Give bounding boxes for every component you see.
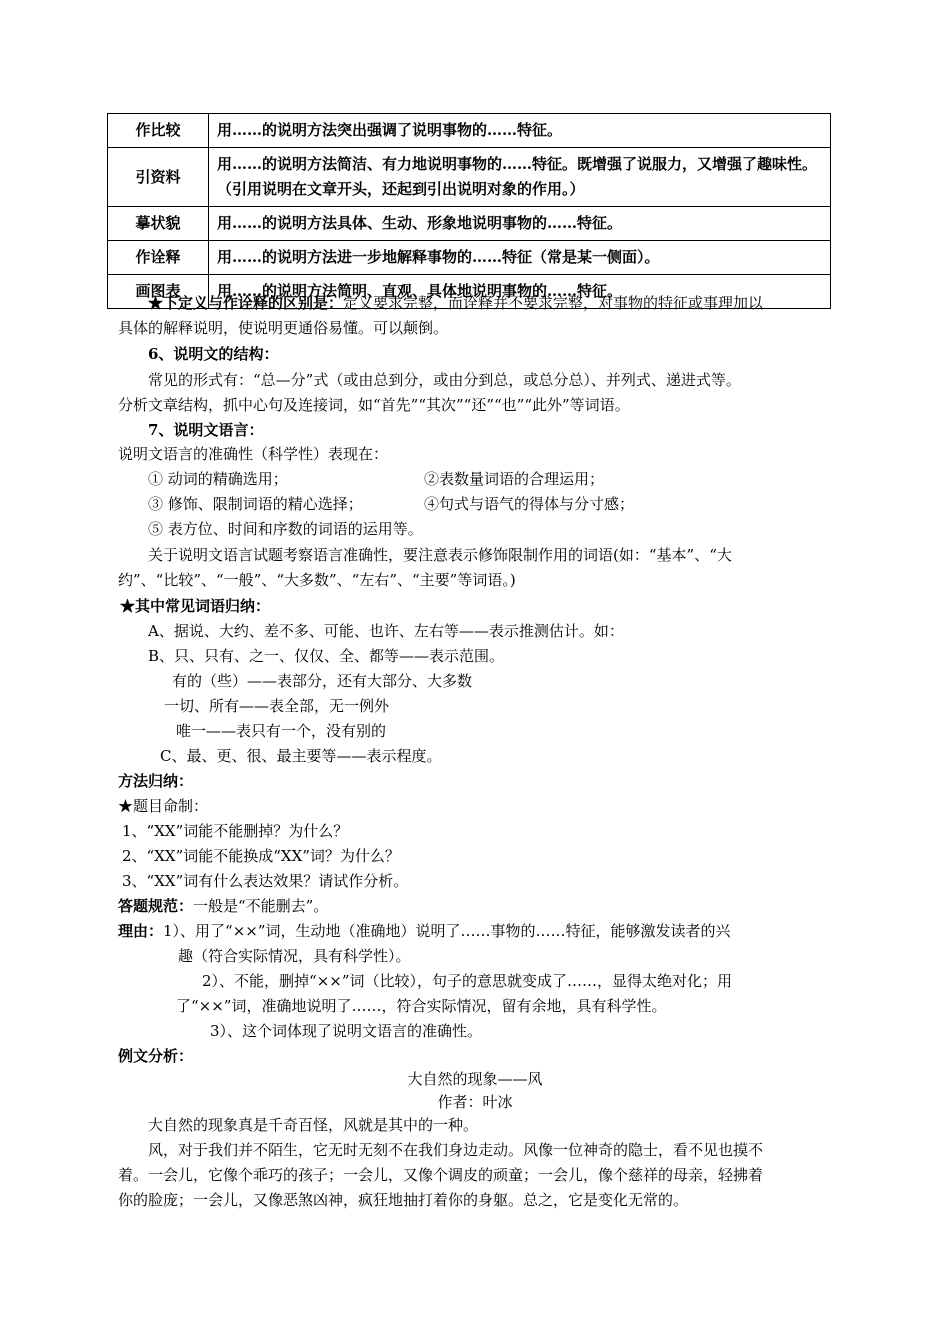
list-item: ④句式与语气的得体与分寸感； bbox=[424, 495, 635, 513]
table-row bbox=[108, 148, 831, 207]
list-item: 1、“XX”词能不能删掉？为什么？ bbox=[122, 822, 349, 840]
list-item: ⑤ 表方位、时间和序数的词语的运用等。 bbox=[148, 520, 423, 538]
list-item: 一切、所有——表全部，无一例外 bbox=[164, 697, 390, 715]
method-term: 作诠释 bbox=[108, 241, 209, 275]
reason-line bbox=[118, 921, 731, 941]
method-description: 用……的说明方法具体、生动、形象地说明事物的……特征。 bbox=[209, 207, 831, 241]
paragraph-line: 关于说明文语言试题考察语言准确性，要注意表示修饰限制作用的词语(如：“基本”、“大 bbox=[148, 546, 732, 564]
section-heading: 方法归纳： bbox=[118, 772, 194, 790]
reason-text: 1）、用了“××”词，生动地（准确地）说明了……事物的……特征，能够激发读者的兴 bbox=[163, 922, 731, 940]
list-item: A、据说、大约、差不多、可能、也许、左右等——表示推测估计。如： bbox=[148, 622, 624, 640]
note-line bbox=[148, 293, 763, 313]
paragraph-line: 着。一会儿，它像个乖巧的孩子；一会儿，又像个调皮的顽童；一会儿，像个慈祥的母亲，轻拂着 bbox=[118, 1166, 764, 1184]
answer-line bbox=[118, 896, 328, 916]
method-description: 用……的说明方法进一步地解释事物的……特征（常是某一侧面）。 bbox=[209, 241, 831, 275]
paragraph-line: 趣（符合实际情况，具有科学性）。 bbox=[178, 947, 411, 965]
method-term: 摹状貌 bbox=[108, 207, 209, 241]
paragraph-line: 约”、“比较”、“一般”、“大多数”、“左右”、“主要”等词语。) bbox=[118, 571, 516, 589]
table-row bbox=[108, 114, 831, 148]
method-description: 用……的说明方法简洁、有力地说明事物的……特征。既增强了说服力，又增强了趣味性。（引用说明在文章开头，还起到引出说明对象的作用。） bbox=[209, 148, 831, 207]
answer-text: 一般是“不能删去”。 bbox=[193, 897, 329, 915]
subheading: ★题目命制： bbox=[118, 797, 209, 815]
section-heading: 例文分析： bbox=[118, 1047, 194, 1065]
reason-label: 理由： bbox=[118, 922, 164, 940]
paragraph-line: 你的脸庞；一会儿，又像恶煞凶神，疯狂地抽打着你的身躯。总之，它是变化无常的。 bbox=[118, 1191, 689, 1209]
paragraph-line: 风，对于我们并不陌生，它无时无刻不在我们身边走动。风像一位神奇的隐士，看不见也摸不 bbox=[148, 1141, 764, 1159]
paragraph-line: 常见的形式有：“总—分”式（或由总到分，或由分到总，或总分总）、并列式、递进式等。 bbox=[148, 371, 741, 389]
list-item: ②表数量词语的合理运用； bbox=[424, 470, 605, 488]
list-item: 3、“XX”词有什么表达效果？请试作分析。 bbox=[122, 872, 409, 890]
article-author: 作者：叶冰 bbox=[437, 1093, 513, 1111]
table-row bbox=[108, 207, 831, 241]
explanation-methods-table bbox=[107, 113, 831, 309]
list-item: C、最、更、很、最主要等——表示程度。 bbox=[160, 747, 442, 765]
note-text: 定义要求完整，而诠释并不要求完整，对事物的特征或事理加以 bbox=[343, 294, 764, 312]
list-item: B、只、只有、之一、仅仅、全、都等——表示范围。 bbox=[148, 647, 505, 665]
method-term: 作比较 bbox=[108, 114, 209, 148]
method-description: 用……的说明方法简明、直观、具体地说明事物的……特征。 bbox=[209, 275, 831, 309]
note-label: ★下定义与作诠释的区别是： bbox=[148, 294, 344, 312]
article-title: 大自然的现象——风 bbox=[407, 1070, 543, 1088]
paragraph-line: 说明文语言的准确性（科学性）表现在： bbox=[118, 445, 389, 463]
paragraph-line: 2）、不能，删掉“××”词（比较），句子的意思就变成了……，显得太绝对化；用 bbox=[202, 972, 733, 990]
list-item: ① 动词的精确选用； bbox=[148, 470, 288, 488]
method-term: 引资料 bbox=[108, 148, 209, 207]
method-description: 用……的说明方法突出强调了说明事物的……特征。 bbox=[209, 114, 831, 148]
section-heading: ★其中常见词语归纳： bbox=[120, 597, 271, 615]
paragraph-line: 了“××”词，准确地说明了……，符合实际情况，留有余地，具有科学性。 bbox=[176, 997, 667, 1015]
paragraph-line: 大自然的现象真是千奇百怪，风就是其中的一种。 bbox=[148, 1116, 479, 1134]
paragraph-line: 分析文章结构，抓中心句及连接词，如“首先”“其次”“还”“也”“此外”等词语。 bbox=[118, 396, 630, 414]
section-heading: 7、说明文语言： bbox=[148, 421, 264, 439]
list-item: 有的（些）——表部分，还有大部分、大多数 bbox=[172, 672, 473, 690]
answer-label: 答题规范： bbox=[118, 897, 194, 915]
note-line-2: 具体的解释说明，使说明更通俗易懂。可以颠倒。 bbox=[118, 319, 449, 337]
paragraph-line: 3）、这个词体现了说明文语言的准确性。 bbox=[210, 1022, 483, 1040]
section-heading: 6、说明文的结构： bbox=[148, 345, 279, 363]
list-item: ③ 修饰、限制词语的精心选择； bbox=[148, 495, 363, 513]
table-row bbox=[108, 241, 831, 275]
list-item: 2、“XX”词能不能换成“XX”词？为什么？ bbox=[122, 847, 400, 865]
list-item: 唯一——表只有一个，没有别的 bbox=[176, 722, 387, 740]
method-term: 画图表 bbox=[108, 275, 209, 309]
